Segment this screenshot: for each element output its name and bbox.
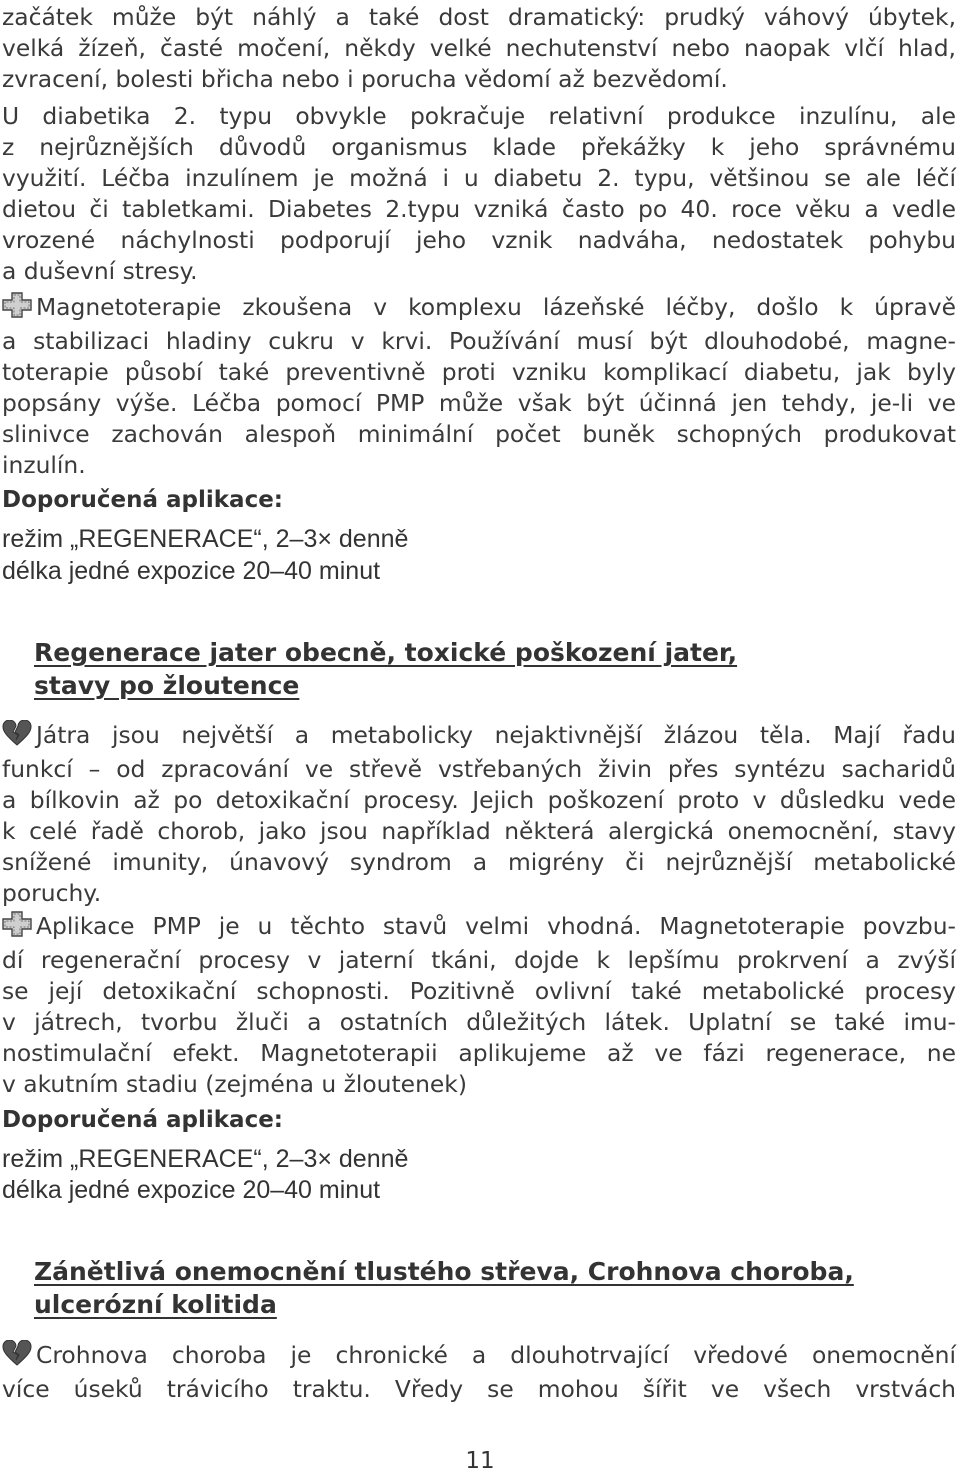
section-heading-colon: Zánětlivá onemocnění tlustého střeva, Crohnova choroba, ulcerózní kolitida: [34, 1257, 854, 1319]
recommended-application-mode: režim „REGENERACE“, 2–3× denně: [2, 525, 409, 553]
paragraph-crohn-description: Crohnova choroba je chronické a dlouhotrvající vředové onemocnění více úseků trávicího traktu. Vředy se mohou šířit ve všech vrstvách: [2, 1341, 956, 1403]
recommended-application-title: Doporučená aplikace:: [2, 1107, 284, 1133]
broken-heart-icon: [2, 1340, 32, 1374]
paragraph-diabetes-type1-symptoms: začátek může být náhlý a také dost dramatický: prudký váhový úbytek, velká žízeň, časté močení, někdy velké nechutenství nebo naopak vlčí hlad, zvracení, bolesti břicha nebo i porucha vědomí až bezvědomí.: [2, 3, 956, 93]
recommended-application-duration: délka jedné expozice 20–40 minut: [2, 1176, 381, 1204]
paragraph-diabetes-type2: U diabetika 2. typu obvykle pokračuje relativní produkce inzulínu, ale z nejrůznějších důvodů organismus klade překážky k jeho správnému využití. Léčba inzulínem je možná i u diabetu 2. typu, většinou se ale léčí dietou či tabletkami. Diabetes 2.typu vzniká často po 40. roce věku a vedle vrozené náchylnosti podporují jeho vznik nadváha, nedostatek pohybu a duševní stresy.: [2, 102, 956, 285]
medical-cross-icon: [2, 911, 32, 945]
paragraph-magnetotherapy-liver: Aplikace PMP je u těchto stavů velmi vhodná. Magnetoterapie povzbu- dí regenerační procesy v jaterní tkáni, dojde k lepšímu prokrvení a zvýší se její detoxikační schopnosti. Pozitivně ovlivní také metabolické procesy v játrech, tvorbu žluči a ostatních důležitých látek. Uplatní se také imu- nostimulační efekt. Magnetoterapii aplikujeme až ve fázi regenerace, ne v akutním stadiu (zejména u žloutenek): [2, 912, 956, 1098]
broken-heart-icon: [2, 720, 32, 754]
section-heading-liver: Regenerace jater obecně, toxické poškození jater, stavy po žloutence: [34, 638, 738, 700]
paragraph-liver-description: Játra jsou největší a metabolicky nejaktivnější žlázou těla. Mají řadu funkcí – od zpracování ve střevě vstřebaných živin přes syntézu sacharidů a bílkovin až po detoxikační procesy. Jejich poškození proto v důsledku vede k celé řadě chorob, jako jsou například některá alergická onemocnění, stavy snížené imunity, únavový syndrom a migrény či nejrůznější metabolické poruchy.: [2, 721, 956, 907]
paragraph-magnetotherapy-diabetes: Magnetoterapie zkoušena v komplexu lázeňské léčby, došlo k úpravě a stabilizaci hladiny cukru v krvi. Používání musí být dlouhodobé, magne- toterapie působí také preventivně proti vzniku komplikací diabetu, jak byly popsány výše. Léčba pomocí PMP může však být účinná jen tehdy, je-li ve slinivce zachován alespoň minimální počet buněk schopných produkovat inzulín.: [2, 293, 956, 479]
page-number: 11: [465, 1448, 495, 1474]
medical-cross-icon: [2, 292, 32, 326]
recommended-application-mode: režim „REGENERACE“, 2–3× denně: [2, 1145, 409, 1173]
recommended-application-duration: délka jedné expozice 20–40 minut: [2, 557, 381, 585]
recommended-application-title: Doporučená aplikace:: [2, 487, 284, 513]
